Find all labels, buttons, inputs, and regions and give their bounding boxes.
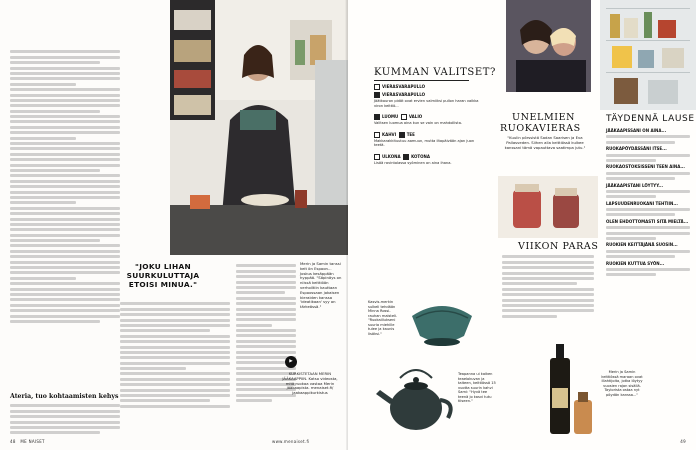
tl-item-2: RUOKAPÖYDÄSSÄNI ITSE... xyxy=(606,146,690,162)
unelmien-title-2: RUOKAVIERAS xyxy=(500,123,581,134)
oil-caption: Merin ja Samin keittiössä maraan ovat illahtijoita, jotka löytyy vuosien rajan sisällä. Taylorista ostaa nyt pöydän kanssa..." xyxy=(601,370,643,397)
tl-item-8: RUOKIEN KUTTUA SYÖN... xyxy=(606,261,690,277)
checkbox-icon xyxy=(374,92,380,98)
taydenna-lause-title: TÄYDENNÄ LAUSE xyxy=(606,114,695,124)
viikon-paras-title: VIIKON PARAS xyxy=(518,241,599,252)
left-body-column-2-lines xyxy=(120,300,230,410)
checkbox-icon xyxy=(374,154,380,160)
unelmien-title-1: UNELMIEN xyxy=(512,112,576,123)
checkbox-icon xyxy=(403,154,409,160)
checkbox-icon xyxy=(374,132,380,138)
kumman-valitset-rule xyxy=(374,80,469,81)
kv-item-4: KAHVI TEE Makkarakkituutuu aamuun, mutta iltapäivään ajan juon teetä. xyxy=(374,131,475,148)
teapot-photo xyxy=(370,360,460,438)
jars-illustration xyxy=(498,176,598,238)
tl-item-5: LAPSUUDENRUOKANI TEHTIIN... xyxy=(606,201,690,217)
checkbox-icon xyxy=(374,84,380,90)
left-pullquote: "JOKU LIHAN SUURKULUTTAJA ETOISI MINUA." xyxy=(126,262,200,289)
tl-item-6: OLEN EHDOTTOMASTI SITÄ MIELTÄ... xyxy=(606,219,690,240)
left-body-column-1 xyxy=(10,48,120,325)
guests-photo xyxy=(506,0,591,92)
kv-item-1: VIERASVARAPULLO xyxy=(374,84,484,90)
kv-item-5: ULKONA KOTONA Lisää ravintolassa syöminen on aina ihana. xyxy=(374,153,452,165)
teapot-caption: Teapanna ui kaiken teaelokuvan ja taiteen, keittiössä 15 vuotta suurin kahvi Sami: "Hyvä tee teenä jo kasvi tutu tiiseen." xyxy=(458,372,496,403)
viikon-paras-body xyxy=(502,253,594,320)
left-subhead: Ateria, tuo kohtaamisten kehys xyxy=(10,393,119,400)
unelmien-text: "Kuulin pörssistä Sadan Saarisen ja Eva Pallasveden. Siihen alla keittiössä kulkee kanssani tämä vapauttava saatimpa jutu." xyxy=(504,135,586,150)
taydenna-lause-list xyxy=(606,128,690,279)
left-page-number: 48 xyxy=(10,439,16,444)
checkbox-icon xyxy=(399,132,405,138)
left-magazine-name: ME NAISET xyxy=(20,439,45,444)
tl-item-3: RUOKAOSTOKSISSENI TEEN AINA... xyxy=(606,164,690,180)
oil-bottles-photo xyxy=(538,338,598,438)
tl-item-1: JÄÄKAAPISSANI ON AINA... xyxy=(606,128,690,144)
viikon-paras-photo xyxy=(498,176,598,238)
right-page xyxy=(348,0,696,450)
left-body-column-1-bottom xyxy=(10,402,120,437)
checkbox-icon xyxy=(374,114,380,120)
left-photo-caption: Merin ja Samin tanssi keit ön Espoon... Joskus kesäppään hyppää. "Säpinäys on niissä keittiöön verhoiltiin kauttaan Espoossaan jokaisen kieraiden kanssa 'ideatikaan' syy on tärkeässä." xyxy=(300,261,342,310)
guests-illustration xyxy=(506,0,591,92)
tl-item-7: RUOKIEN KEITTÄJÄNÄ SUOSIN... xyxy=(606,242,690,258)
bowl-photo xyxy=(402,292,482,354)
video-icon: ▶ xyxy=(285,356,297,368)
kumman-valitset-list xyxy=(374,84,484,166)
kumman-valitset-title: KUMMAN VALITSET? xyxy=(374,67,496,78)
fridge-illustration xyxy=(600,0,696,110)
kitchen-portrait-illustration xyxy=(170,0,348,255)
left-folio xyxy=(10,439,45,444)
teapot-illustration xyxy=(370,360,460,438)
kv-item-2: VIERASVARAPULLO Jäätkouron pidät ovat ervien valmiiksi pullon haran vaikka viron keittiö... xyxy=(374,92,479,108)
oil-bottles-illustration xyxy=(538,338,598,438)
rooibos-caption: Kasvis-merkin sulkeli tehdään Minna Rossi-rauhan maisteli. "Ruokaillukseni suuria miehille tulee ja kaunis lisäksi." xyxy=(368,300,398,336)
tl-item-4: JÄÄKAAPISTANI LÖYTYY... xyxy=(606,183,690,199)
right-page-number: 49 xyxy=(680,439,686,444)
kv-item-3: LUOMU VALIO Valitsen luomua aina kun se vain on mahdollista. xyxy=(374,114,463,126)
bowl-illustration xyxy=(402,292,482,354)
center-url: www.menaiset.fi xyxy=(272,439,310,444)
fridge-photo xyxy=(600,0,696,110)
fridge-video-caption[interactable]: KURKISTETAAN MERIN JÄÄKAAPPIIN. Katso videosta, mitä ruokaa vastaa Merin jääkaapista. menaiset.fi/ jaakaappikurkistus xyxy=(282,371,338,396)
kitchen-portrait-photo xyxy=(170,0,348,255)
checkbox-icon xyxy=(401,114,407,120)
